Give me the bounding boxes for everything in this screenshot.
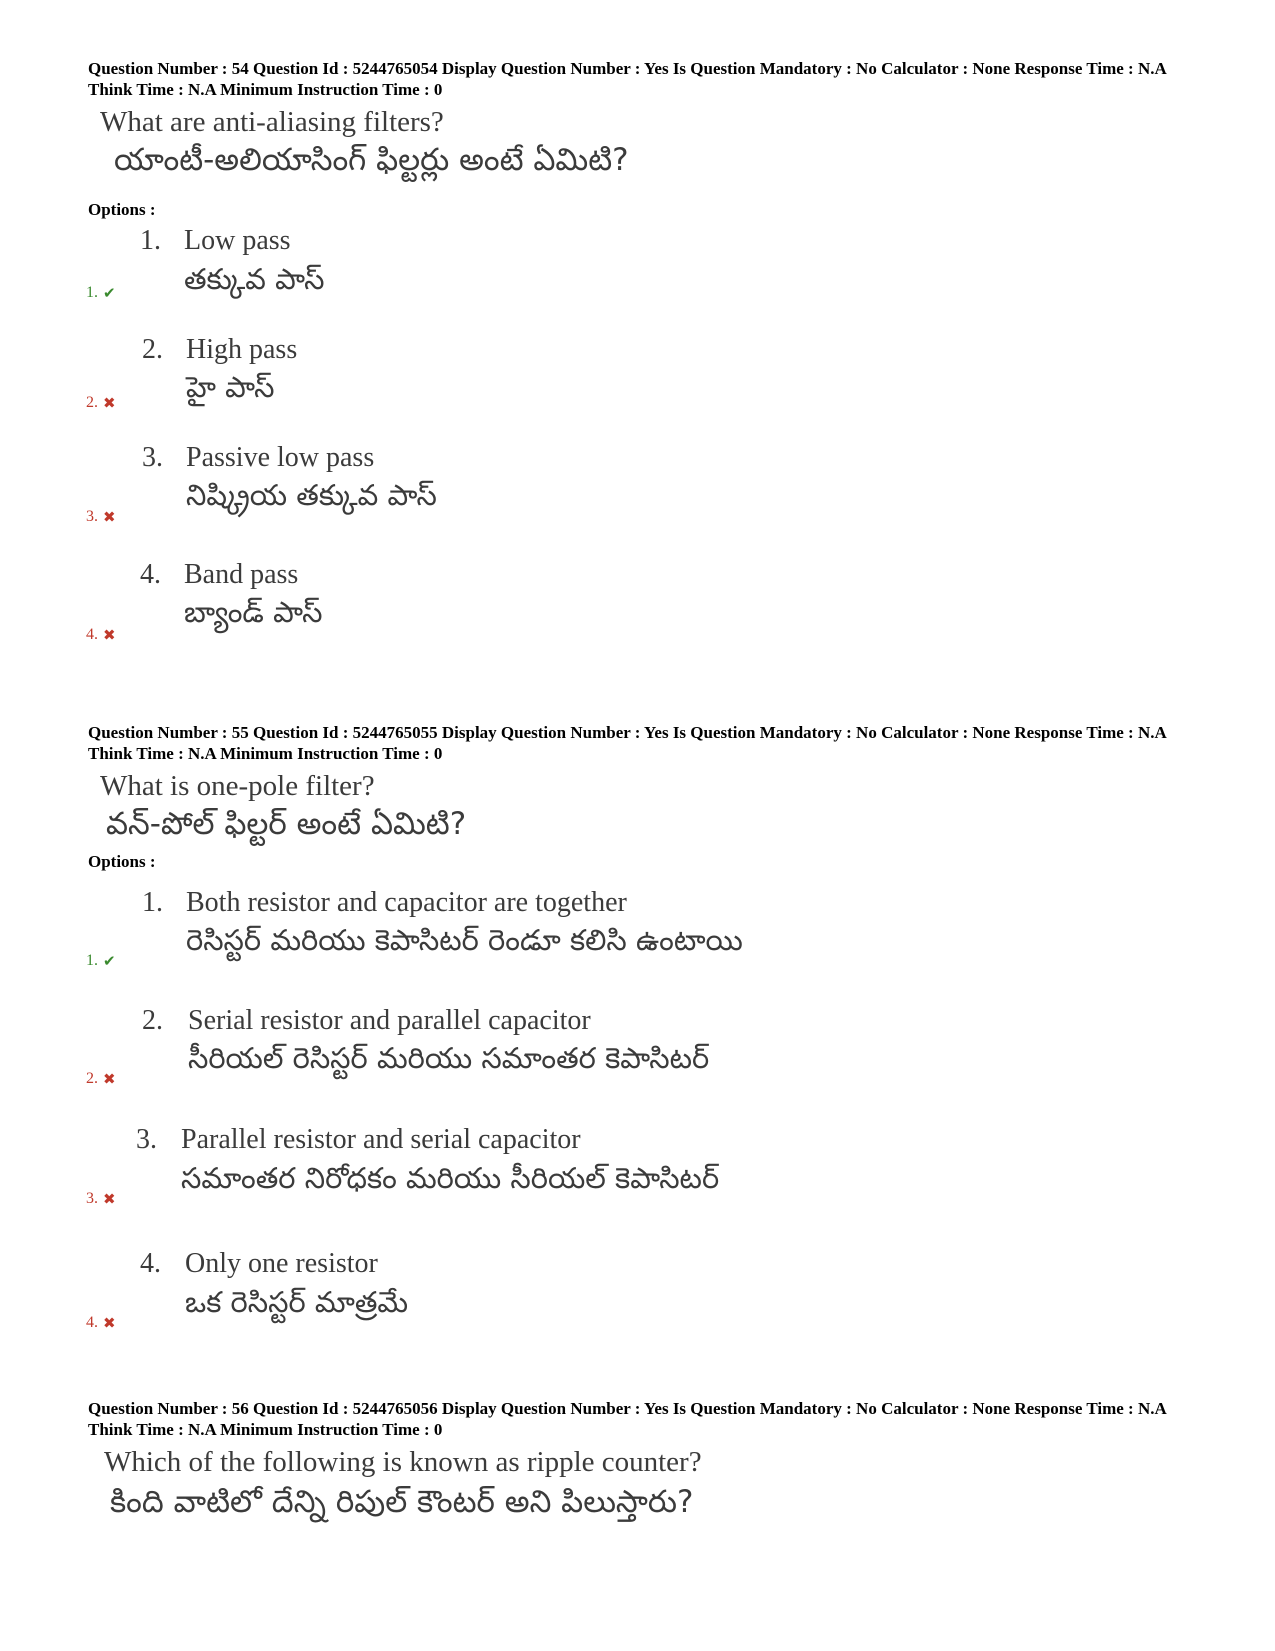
question-text-te: వన్-పోల్ ఫిల్టర్ అంటే ఏమిటి? xyxy=(106,806,467,842)
option-text-te: సీరియల్ రెసిస్టర్ మరియు సమాంతర కెపాసిటర్ xyxy=(188,1041,710,1075)
option-text-te: సమాంతర నిరోధకం మరియు సీరియల్ కెపాసిటర్ xyxy=(181,1161,720,1195)
options-label: Options : xyxy=(88,852,156,871)
option-text-te: హై పాస్ xyxy=(186,370,275,404)
option-text-te: తక్కువ పాస్ xyxy=(184,262,325,296)
option-status: 4. ✖ xyxy=(86,626,116,644)
option-status: 4. ✖ xyxy=(86,1314,116,1332)
question-text-en: What are anti-aliasing filters? xyxy=(100,106,444,138)
options-label: Options : xyxy=(88,200,156,219)
option-number: 3. xyxy=(136,1124,157,1155)
question-text-te: కింది వాటిలో దేన్ని రిపుల్ కౌంటర్ అని పిలుస్తారు? xyxy=(110,1484,694,1520)
check-icon: ✔ xyxy=(103,952,116,970)
cross-icon: ✖ xyxy=(103,1314,116,1332)
cross-icon: ✖ xyxy=(103,626,116,644)
option-text-en: Both resistor and capacitor are together xyxy=(186,887,627,918)
cross-icon: ✖ xyxy=(103,394,116,412)
option-number: 1. xyxy=(142,887,163,918)
option-text-en: Parallel resistor and serial capacitor xyxy=(181,1124,581,1155)
option-text-en: High pass xyxy=(186,334,298,365)
option-status: 2. ✖ xyxy=(86,1070,116,1088)
option-status: 2. ✖ xyxy=(86,394,116,412)
cross-icon: ✖ xyxy=(103,1070,116,1088)
question-meta: Question Number : 54 Question Id : 5244765054 Display Question Number : Yes Is Question Mandatory : No Calculator : None Response Time : N.A Think Time : N.A Minimum Instruction Time : 0 xyxy=(88,59,1166,99)
option-status: 1. ✔ xyxy=(86,952,116,970)
option-number: 4. xyxy=(140,1248,161,1279)
cross-icon: ✖ xyxy=(103,508,116,526)
option-text-te: ఒక రెసిస్టర్ మాత్రమే xyxy=(185,1285,409,1319)
check-icon: ✔ xyxy=(103,284,116,302)
option-status: 3. ✖ xyxy=(86,508,116,526)
option-text-te: రెసిస్టర్ మరియు కెపాసిటర్ రెండూ కలిసి ఉంటాయి xyxy=(186,923,743,957)
cross-icon: ✖ xyxy=(103,1190,116,1208)
question-meta: Question Number : 56 Question Id : 5244765056 Display Question Number : Yes Is Question Mandatory : No Calculator : None Response Time : N.A Think Time : N.A Minimum Instruction Time : 0 xyxy=(88,1399,1166,1439)
option-text-en: Band pass xyxy=(184,559,299,590)
question-text-te: యాంటీ-అలియాసింగ్ ఫిల్టర్లు అంటే ఏమిటి? xyxy=(114,142,629,178)
option-text-te: నిష్క్రియ తక్కువ పాస్ xyxy=(186,478,437,512)
option-number: 2. xyxy=(142,1005,163,1036)
question-meta: Question Number : 55 Question Id : 5244765055 Display Question Number : Yes Is Question Mandatory : No Calculator : None Response Time : N.A Think Time : N.A Minimum Instruction Time : 0 xyxy=(88,723,1166,763)
option-text-te: బ్యాండ్ పాస్ xyxy=(184,595,323,629)
option-text-en: Only one resistor xyxy=(185,1248,378,1279)
option-text-en: Passive low pass xyxy=(186,442,375,473)
question-text-en: What is one-pole filter? xyxy=(100,770,375,802)
option-status: 3. ✖ xyxy=(86,1190,116,1208)
option-text-en: Serial resistor and parallel capacitor xyxy=(188,1005,591,1036)
option-status: 1. ✔ xyxy=(86,284,116,302)
question-text-en: Which of the following is known as ripple counter? xyxy=(104,1446,702,1478)
option-number: 3. xyxy=(142,442,163,473)
option-number: 1. xyxy=(140,225,161,256)
option-text-en: Low pass xyxy=(184,225,291,256)
option-number: 2. xyxy=(142,334,163,365)
option-number: 4. xyxy=(140,559,161,590)
